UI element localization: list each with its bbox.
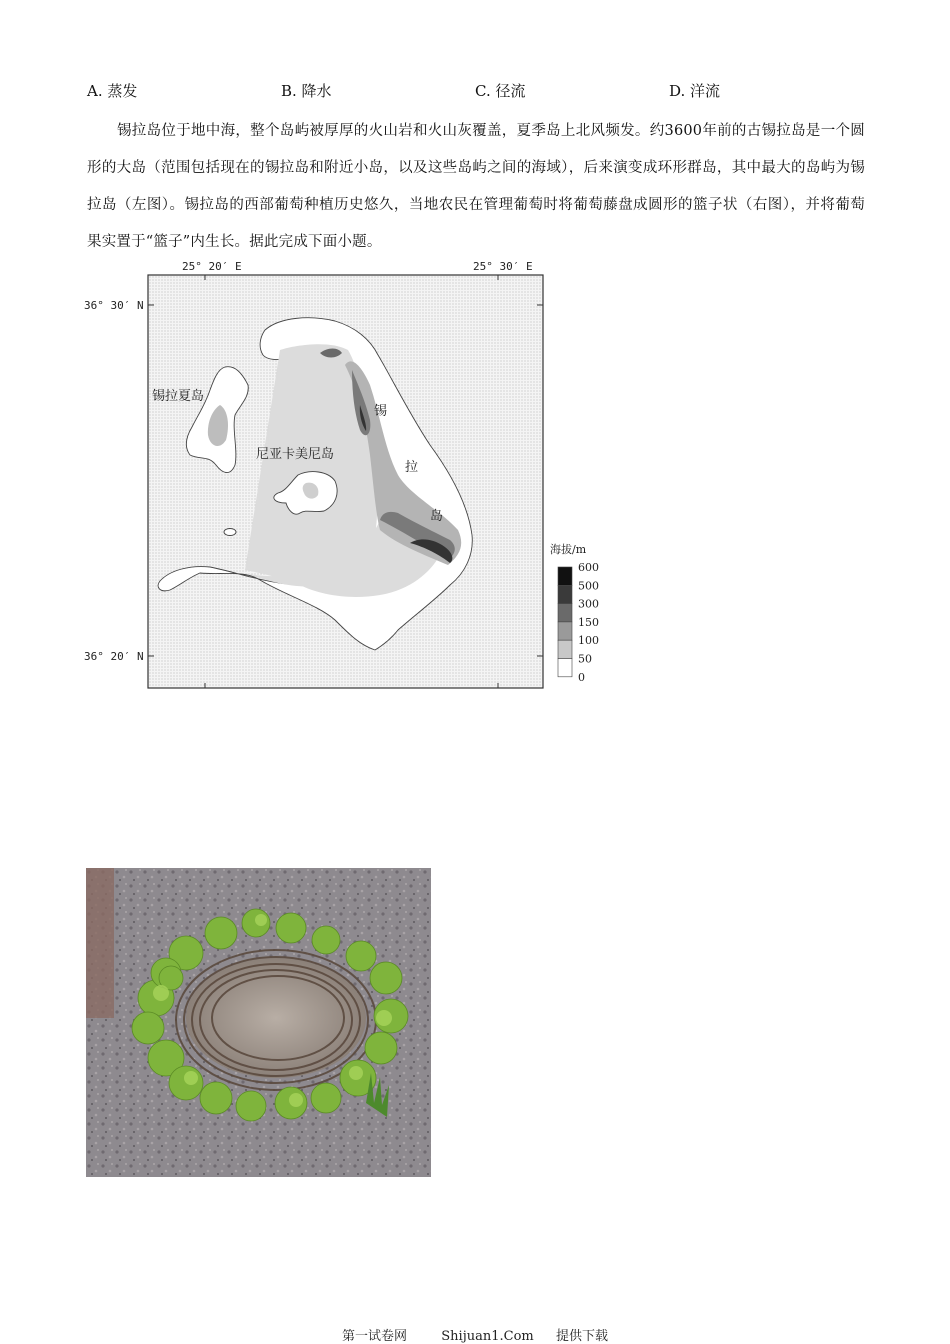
lat-label-1: 36° 30′ N [84,299,144,312]
footer-action: 提供下载 [556,1329,609,1344]
lon-label-2: 25° 30′ E [473,260,533,273]
page-footer [0,1325,950,1344]
label-thira-2: 拉 [405,460,419,475]
legend-tick-label: 150 [578,615,599,629]
lon-label-1: 25° 20′ E [182,260,242,273]
legend-swatch [558,567,572,585]
legend-tick-label: 0 [578,670,585,684]
footer-site-en: Shijuan1.Com [441,1329,534,1344]
legend-swatch [558,659,572,677]
label-thirasia: 锡拉夏岛 [152,389,205,404]
legend-tick-label: 300 [578,597,599,611]
left-edge-shadow [86,868,114,1018]
footer-site-cn: 第一试卷网 [341,1329,407,1344]
santorini-map [80,255,610,695]
label-nea-kameni: 尼亚卡美尼岛 [256,447,335,462]
legend-tick-label: 100 [578,634,599,648]
legend-swatch [558,622,572,640]
legend-tick-label: 500 [578,579,599,593]
option-a: A. 蒸发 [87,82,138,100]
elevation-legend [558,561,599,684]
label-thira-3: 岛 [430,509,444,524]
legend-tick-label: 50 [578,652,592,666]
option-c: C. 径流 [475,82,526,100]
legend-swatch [558,585,572,603]
option-d: D. 洋流 [669,82,721,100]
legend-title: 海拔/m [550,543,587,556]
answer-options [87,80,887,104]
aspronisi-islet [224,529,236,536]
label-thira-1: 锡 [374,404,388,419]
legend-swatch [558,604,572,622]
grapevine-basket-photo [86,868,431,1177]
lat-label-2: 36° 20′ N [84,650,144,663]
legend-tick-label: 600 [578,561,599,574]
option-b: B. 降水 [281,82,332,100]
passage-text: 锡拉岛位于地中海，整个岛屿被厚厚的火山岩和火山灰覆盖，夏季岛上北风频发。约3600年前的古锡拉岛是一个圆形的大岛（范围包括现在的锡拉岛和附近小岛，以及这些岛屿之间的海域），后来演变成环形群岛，其中最大的岛屿为锡拉岛（左图）。锡拉岛的西部葡萄种植历史悠久，当地农民在管理葡萄时将葡萄藤盘成圆形的篮子状（右图），并将葡萄果实置于“篮子”内生长。据此完成下面小题。 [87,123,865,250]
legend-swatch [558,640,572,658]
